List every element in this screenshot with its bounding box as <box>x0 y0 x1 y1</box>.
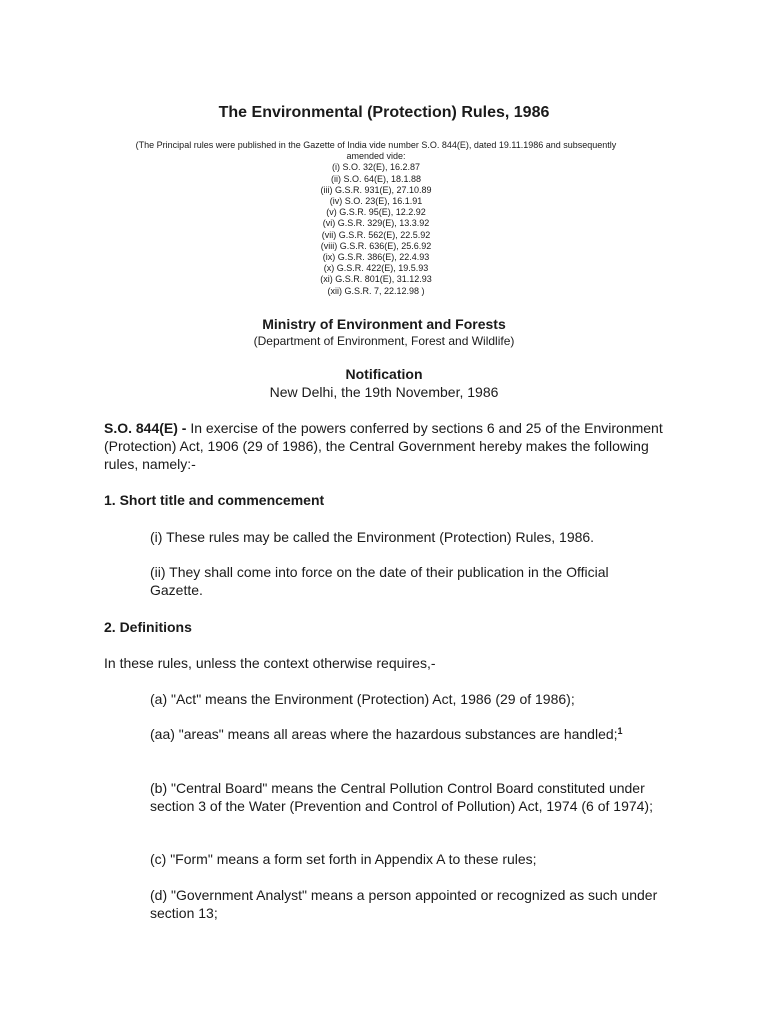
definitions-lead: In these rules, unless the context otherwise requires,- <box>104 655 436 671</box>
amendment-item: (v) G.S.R. 95(E), 12.2.92 <box>326 207 426 218</box>
definition-text: (aa) "areas" means all areas where the hazardous substances are handled; <box>150 726 618 742</box>
amendment-item: (x) G.S.R. 422(E), 19.5.93 <box>323 263 429 274</box>
definition-item: (b) "Central Board" means the Central Pollution Control Board constituted under section 3 of the Water (Prevention and Control of Pollution) Act, 1974 (6 of 1974); <box>150 780 653 814</box>
amendment-item: (vi) G.S.R. 329(E), 13.3.92 <box>322 218 430 229</box>
department-subheading: (Department of Environment, Forest and Wildlife) <box>253 334 515 348</box>
notification-date: New Delhi, the 19th November, 1986 <box>269 384 499 400</box>
amendment-item: (viii) G.S.R. 636(E), 25.6.92 <box>320 240 432 251</box>
ministry-heading: Ministry of Environment and Forests <box>262 316 506 332</box>
amendment-item: (xi) G.S.R. 801(E), 31.12.93 <box>320 274 432 285</box>
section-2-heading: 2. Definitions <box>104 619 192 635</box>
amendment-item: (iv) S.O. 23(E), 16.1.91 <box>329 196 423 207</box>
amendment-item: (ii) S.O. 64(E), 18.1.88 <box>330 173 422 184</box>
amendment-list <box>116 162 636 296</box>
publication-note-block <box>116 140 636 297</box>
amendment-item: (iii) G.S.R. 931(E), 27.10.89 <box>320 184 432 195</box>
intro-paragraph <box>104 419 664 473</box>
section-1-heading: 1. Short title and commencement <box>104 492 325 508</box>
footnote-marker[interactable]: 1 <box>617 726 623 736</box>
amendment-item: (ix) G.S.R. 386(E), 22.4.93 <box>322 252 430 263</box>
amendment-item: (i) S.O. 32(E), 16.2.87 <box>331 162 421 173</box>
definition-item-areas <box>150 725 670 743</box>
definition-item: (d) "Government Analyst" means a person appointed or recognized as such under section 13; <box>150 887 658 921</box>
definition-item: (a) "Act" means the Environment (Protection) Act, 1986 (29 of 1986); <box>150 691 575 707</box>
publication-note: (The Principal rules were published in the Gazette of India vide number S.O. 844(E), dated 19.11.1986 and subsequently amended vide: <box>135 140 617 162</box>
intro-label: S.O. 844(E) - <box>104 420 187 436</box>
document-title: The Environmental (Protection) Rules, 1986 <box>218 104 550 121</box>
amendment-item: (vii) G.S.R. 562(E), 22.5.92 <box>321 229 431 240</box>
intro-text: In exercise of the powers conferred by sections 6 and 25 of the Environment (Protection) Act, 1906 (29 of 1986), the Central Government hereby makes the following rules, namely:- <box>104 420 663 472</box>
amendment-item: (xii) G.S.R. 7, 22.12.98 ) <box>327 285 425 296</box>
rule-item: (i) These rules may be called the Environment (Protection) Rules, 1986. <box>150 529 595 545</box>
notification-heading: Notification <box>345 366 423 382</box>
definition-item: (c) "Form" means a form set forth in Appendix A to these rules; <box>150 851 537 867</box>
rule-item: (ii) They shall come into force on the date of their publication in the Official Gazette. <box>150 564 609 598</box>
